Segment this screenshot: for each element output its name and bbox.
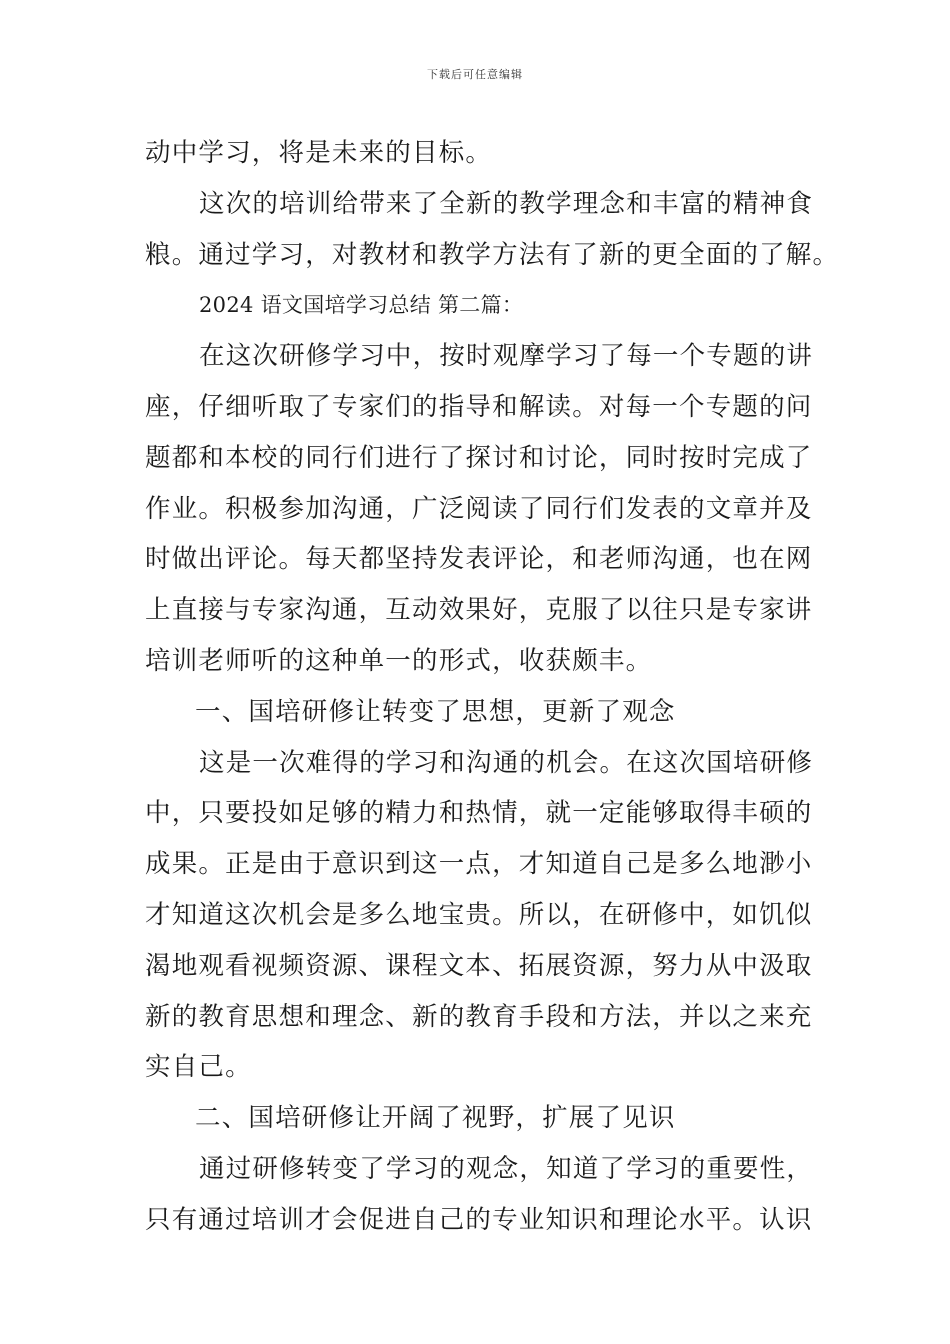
text-line: 渴地观看视频资源、课程文本、拓展资源，努力从中汲取 (145, 950, 813, 981)
text-line: 动中学习，将是未来的目标。 (145, 138, 493, 168)
text-line: 中，只要投如足够的精力和热情，就一定能够取得丰硕的 (145, 798, 813, 829)
page-header: 下载后可任意编辑 (427, 68, 523, 81)
section-heading-2: 二、国培研修让开阔了视野，扩展了见识 (195, 1103, 676, 1134)
text-line: 实自己。 (145, 1052, 252, 1083)
text-line: 粮。通过学习，对教材和教学方法有了新的更全面的了解。 (145, 239, 840, 270)
paragraph-start-line: 通过研修转变了学习的观念，知道了学习的重要性， (199, 1153, 814, 1184)
text-line: 上直接与专家沟通，互动效果好，克服了以往只是专家讲 (145, 595, 813, 626)
text-line: 座，仔细听取了专家们的指导和解读。对每一个专题的问 (145, 391, 813, 422)
paragraph-start-line: 在这次研修学习中，按时观摩学习了每一个专题的讲 (199, 341, 814, 372)
section-heading-1: 一、国培研修让转变了思想，更新了观念 (195, 696, 676, 727)
text-line: 新的教育思想和理念、新的教育手段和方法，并以之来充 (145, 1001, 813, 1032)
text-line: 时做出评论。每天都坚持发表评论，和老师沟通，也在网 (145, 544, 813, 575)
text-line: 成果。正是由于意识到这一点，才知道自己是多么地渺小 (145, 849, 813, 880)
text-line: 题都和本校的同行们进行了探讨和讨论，同时按时完成了 (145, 442, 813, 473)
text-line: 作业。积极参加沟通，广泛阅读了同行们发表的文章并及 (145, 493, 813, 524)
section-title: 2024 语文国培学习总结 第二篇： (199, 293, 524, 318)
paragraph-start-line: 这次的培训给带来了全新的教学理念和丰富的精神食 (199, 188, 814, 219)
text-line: 才知道这次机会是多么地宝贵。所以，在研修中，如饥似 (145, 899, 813, 930)
document-body (145, 128, 840, 1246)
paragraph-start-line: 这是一次难得的学习和沟通的机会。在这次国培研修 (199, 747, 814, 778)
text-line: 只有通过培训才会促进自己的专业知识和理论水平。认识 (145, 1204, 813, 1235)
text-line: 培训老师听的这种单一的形式，收获颇丰。 (145, 645, 653, 676)
